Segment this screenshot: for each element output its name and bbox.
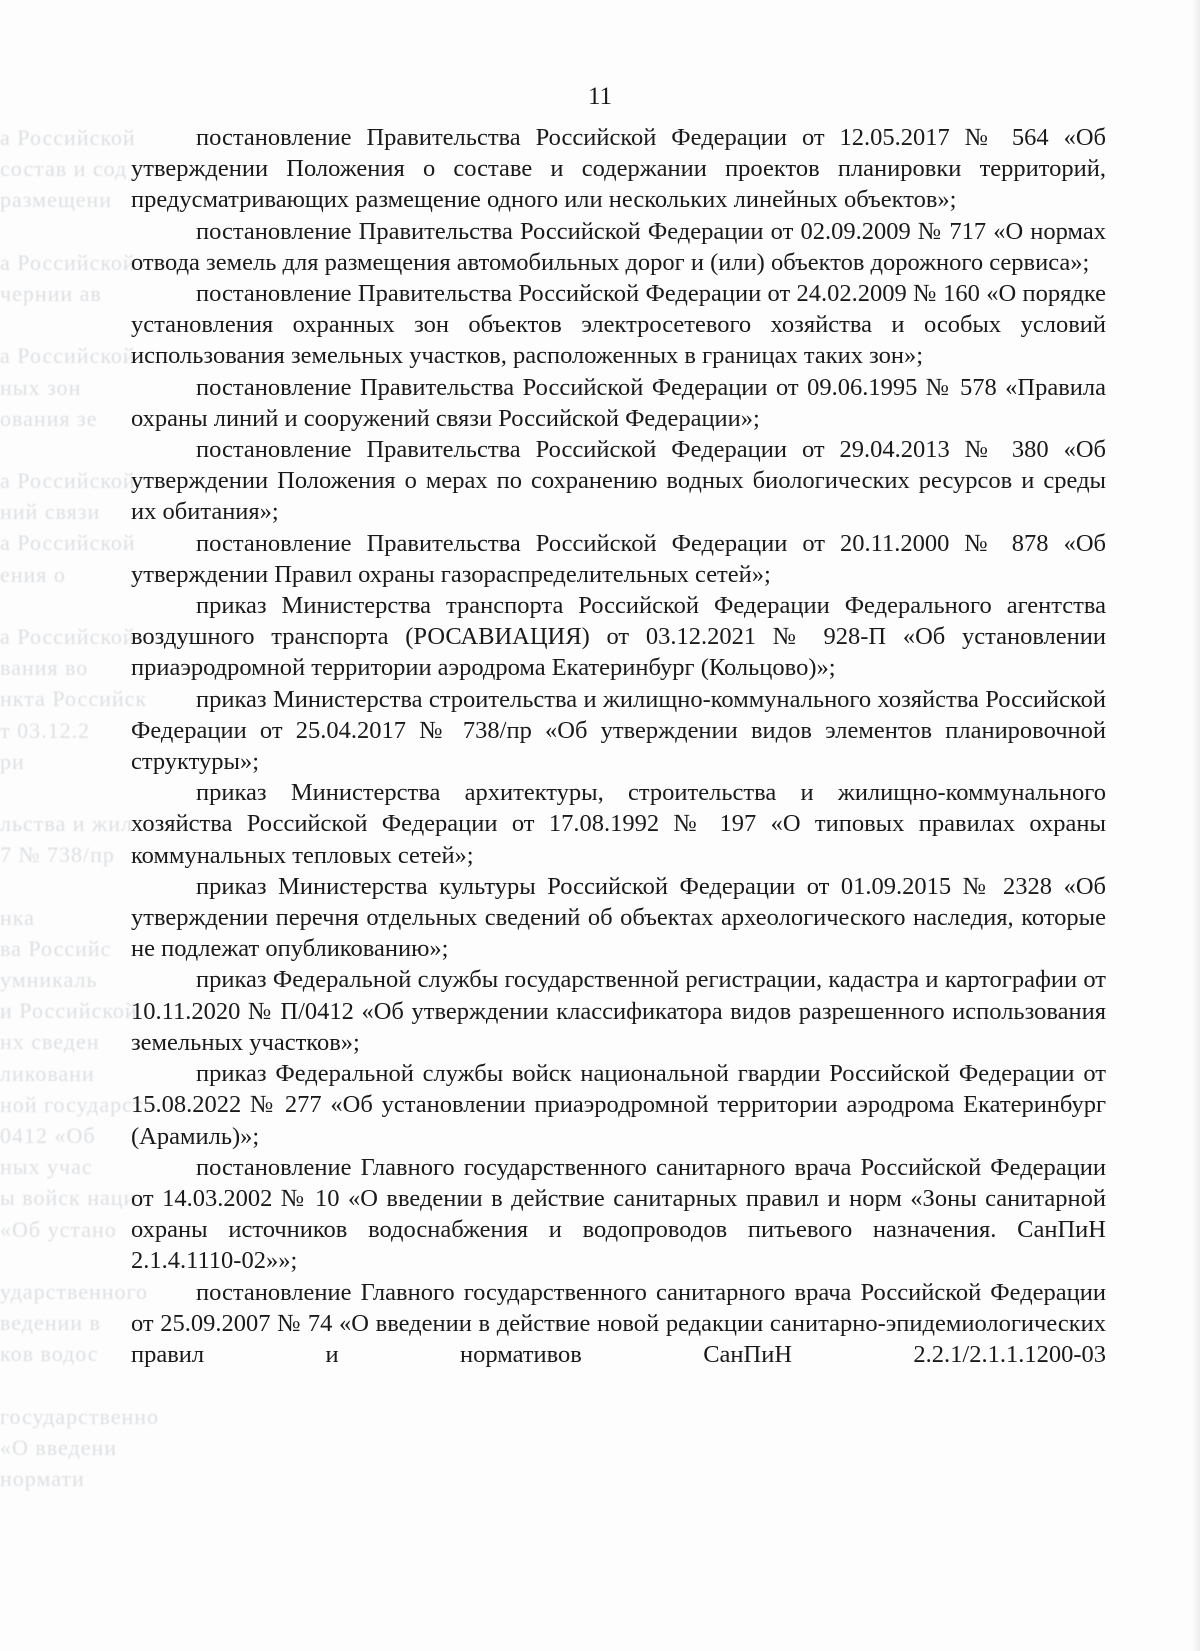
list-item: постановление Правительства Российской Федерации от 24.02.2009 № 160 «О порядке установления охранных зон объектов электросетевого хозяйства и особых условий использования земельных участков, расположенных в границах таких зон»; bbox=[131, 280, 1106, 370]
list-item: приказ Министерства архитектуры, строительства и жилищно-коммунального хозяйства Российской Федерации от 17.08.1992 № 197 «О типовых правилах охраны коммунальных тепловых сетей»; bbox=[131, 779, 1106, 869]
list-item: приказ Министерства транспорта Российской Федерации Федерального агентства воздушного транспорта (РОСАВИАЦИЯ) от 03.12.2021 № 928-П «Об установлении приаэродромной территории аэродрома Екатеринбург (Кольцово)»; bbox=[131, 592, 1106, 682]
reverse-side-bleed-through: а Российской состав и сод размещени а Российской чернии ав а Российской ных зон ования зе а Российской ний связи а Российской ения о а Российской вания во нкта Российск т 03.12.2 ри льства и жил 7 № 738/пр нка ва Российс умникаль и Российской нх сведен ликовани ной государст 0412 «Об ных учас ы войск наци «Об устано ударственного ведении в ков водос государственно «О введени нормати bbox=[0, 125, 160, 1492]
list-item: постановление Правительства Российской Федерации от 20.11.2000 № 878 «Об утверждении Правил охраны газораспределительных сетей»; bbox=[131, 529, 1106, 588]
list-item: постановление Главного государственного санитарного врача Российской Федерации от 25.09.2007 № 74 «О введении в действие новой редакции санитарно-эпидемиологических правил и нормативов СанПиН 2.2.1/2.1.1.1200-03 bbox=[131, 1278, 1106, 1368]
list-item: постановление Правительства Российской Федерации от 02.09.2009 № 717 «О нормах отвода земель для размещения автомобильных дорог и (или) объектов дорожного сервиса»; bbox=[131, 217, 1106, 276]
document-body bbox=[131, 122, 1106, 1370]
list-item: приказ Министерства строительства и жилищно-коммунального хозяйства Российской Федерации от 25.04.2017 № 738/пр «Об утверждении видов элементов планировочной структуры»; bbox=[131, 685, 1106, 776]
list-item: постановление Правительства Российской Федерации от 12.05.2017 № 564 «Об утверждении Положения о составе и содержании проектов планировки территорий, предусматривающих размещение одного или нескольких линейных объектов»; bbox=[131, 124, 1106, 214]
list-item: приказ Федеральной службы войск национальной гвардии Российской Федерации от 15.08.2022 № 277 «Об установлении приаэродромной территории аэродрома Екатеринбург (Арамиль)»; bbox=[131, 1060, 1106, 1150]
list-item: постановление Правительства Российской Федерации от 09.06.1995 № 578 «Правила охраны линий и сооружений связи Российской Федерации»; bbox=[131, 373, 1106, 432]
page-number: 11 bbox=[587, 83, 613, 110]
list-item: постановление Правительства Российской Федерации от 29.04.2013 № 380 «Об утверждении Положения о мерах по сохранению водных биологических ресурсов и среды их обитания»; bbox=[131, 436, 1106, 526]
scan-edge-shadow bbox=[1192, 0, 1200, 1651]
list-item: приказ Федеральной службы государственной регистрации, кадастра и картографии от 10.11.2020 № П/0412 «Об утверждении классификатора видов разрешенного использования земельных участков»; bbox=[131, 966, 1106, 1056]
list-item: постановление Главного государственного санитарного врача Российской Федерации от 14.03.2002 № 10 «О введении в действие санитарных правил и норм «Зоны санитарной охраны источников водоснабжения и водопроводов питьевого назначения. СанПиН 2.1.4.1110-02»»; bbox=[131, 1153, 1106, 1275]
list-item: приказ Министерства культуры Российской Федерации от 01.09.2015 № 2328 «Об утверждении перечня отдельных сведений об объектах археологического наследия, которые не подлежат опубликованию»; bbox=[131, 872, 1106, 963]
